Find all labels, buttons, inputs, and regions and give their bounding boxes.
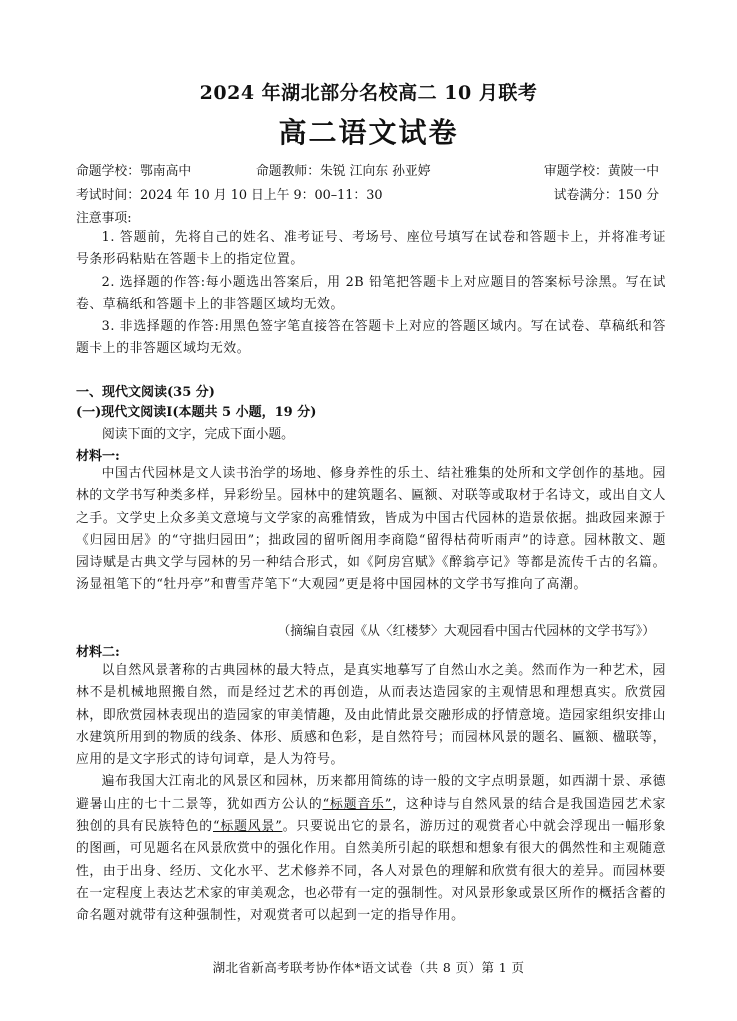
- exam-subtitle: 高二语文试卷: [278, 116, 459, 149]
- material1-text: 中国古代园林是文人读书治学的场地、修身养性的乐土、结社雅集的处所和文学创作的基地。园林的文学书写种类多样，异彩纷呈。园林中的建筑题名、匾额、对联等或取材于名诗文，或出自文人之手。文学史上众多美文意境与文学家的高雅情致，皆成为中国古代园林的造景依据。拙政园来源于《归园田居》的“守拙归园田”；拙政园的留听阁用李商隐“留得枯荷听雨声”的诗意。园林散文、题园诗赋是古典文学与园林的另一种结合形式，如《阿房宫赋》《醉翁亭记》等都是流传千古的名篇。汤显祖笔下的“牡丹亭”和曹雪芹笔下“大观园”更是将中国园林的文学书写推向了高潮。: [76, 466, 666, 593]
- note-item-2: 2. 选择题的作答:每小题选出答案后，用 2B 铅笔把答题卡上对应题目的答案标号涂黑。写在试卷、草稿纸和答题卡上的非答题区域均无效。: [76, 274, 666, 312]
- notes-heading: 注意事项:: [76, 211, 132, 226]
- material2-para-2-b: ，这种诗与自然风景的结合是我国造园艺术家独创的具有民族特色的: [76, 796, 666, 835]
- material2-label: 材料二:: [76, 645, 120, 660]
- material2-para-2: [76, 771, 666, 927]
- material2-para-2-a: 遍布我国大江南北的风景区和园林，历来都用简练的诗一般的文字点明景题，如西湖十景、承德避暑山庄的七十二景等，犹如西方公认的: [76, 774, 666, 812]
- reviewer-school: 审题学校：黄陂一中: [543, 164, 659, 179]
- material1-source: （摘编自袁园《从〈红楼梦〉大观园看中国古代园林的文学书写》）: [277, 624, 655, 639]
- subsection-heading: (一)现代文阅读Ⅰ(本题共 5 小题，19 分): [76, 405, 317, 420]
- reading-instruction: 阅读下面的文字，完成下面小题。: [102, 427, 294, 442]
- material1-body: [76, 463, 666, 597]
- material2-para-1: 以自然风景著称的古典园林的最大特点，是真实地摹写了自然山水之美。然而作为一种艺术，园林不是机械地照搬自然，而是经过艺术的再创造，从而表达造园家的主观情思和理想真实。欣赏园林，即欣赏园林表现出的造园家的审美情趣，及由此情此景交融形成的抒情意境。造园家组织安排山水建筑所用到的物质的线条、体形、质感和色彩，是自然符号；而园林风景的题名、匾额、楹联等，应用的是文字形式的诗句词章，是人为符号。: [76, 663, 666, 768]
- full-score: 试卷满分：150 分: [553, 188, 659, 203]
- underlined-term-title-scenery: “标题风景”: [213, 819, 283, 835]
- note-item-3: 3. 非选择题的作答:用黑色签字笔直接答在答题卡上对应的答题区域内。写在试卷、草稿纸和答题卡上的非答题区域均无效。: [76, 319, 666, 357]
- notes-list: [76, 227, 666, 361]
- note-item-1: 1. 答题前，先将自己的姓名、准考证号、考场号、座位号填写在试卷和答题卡上，并将准考证号条形码粘贴在答题卡上的指定位置。: [76, 230, 666, 268]
- proposer-school: 命题学校：鄂南高中: [76, 164, 192, 179]
- material2-body: [76, 660, 666, 928]
- material2-para-2-c: 。只要说出它的景名，游历过的观赏者心中就会浮现出一幅形象的图画，可见题名在风景欣赏中的强化作用。自然美所引起的联想和想象有很大的偶然性和主观随意性，由于出身、经历、文化水平、艺术修养不同，各人对景色的理解和欣赏有很大的差异。而园林要在一定程度上表达艺术家的审美观念，也必带有一定的强制性。对风景形象或景区所作的概括含蓄的命名题对就带有这种强制性，对观赏者可以起到一定的指导作用。: [76, 819, 666, 924]
- exam-time: 考试时间：2024 年 10 月 10 日上午 9：00–11：30: [76, 188, 383, 203]
- section-heading: 一、现代文阅读(35 分): [76, 385, 215, 400]
- underlined-term-title-music: “标题音乐”: [322, 796, 392, 812]
- exam-title: 2024 年湖北部分名校高二 10 月联考: [199, 82, 538, 104]
- page-footer: 湖北省新高考联考协作体*语文试卷（共 8 页）第 1 页: [212, 960, 525, 975]
- proposer-teachers: 命题教师：朱锐 江向东 孙亚婷: [256, 164, 431, 179]
- material1-label: 材料一:: [76, 449, 120, 464]
